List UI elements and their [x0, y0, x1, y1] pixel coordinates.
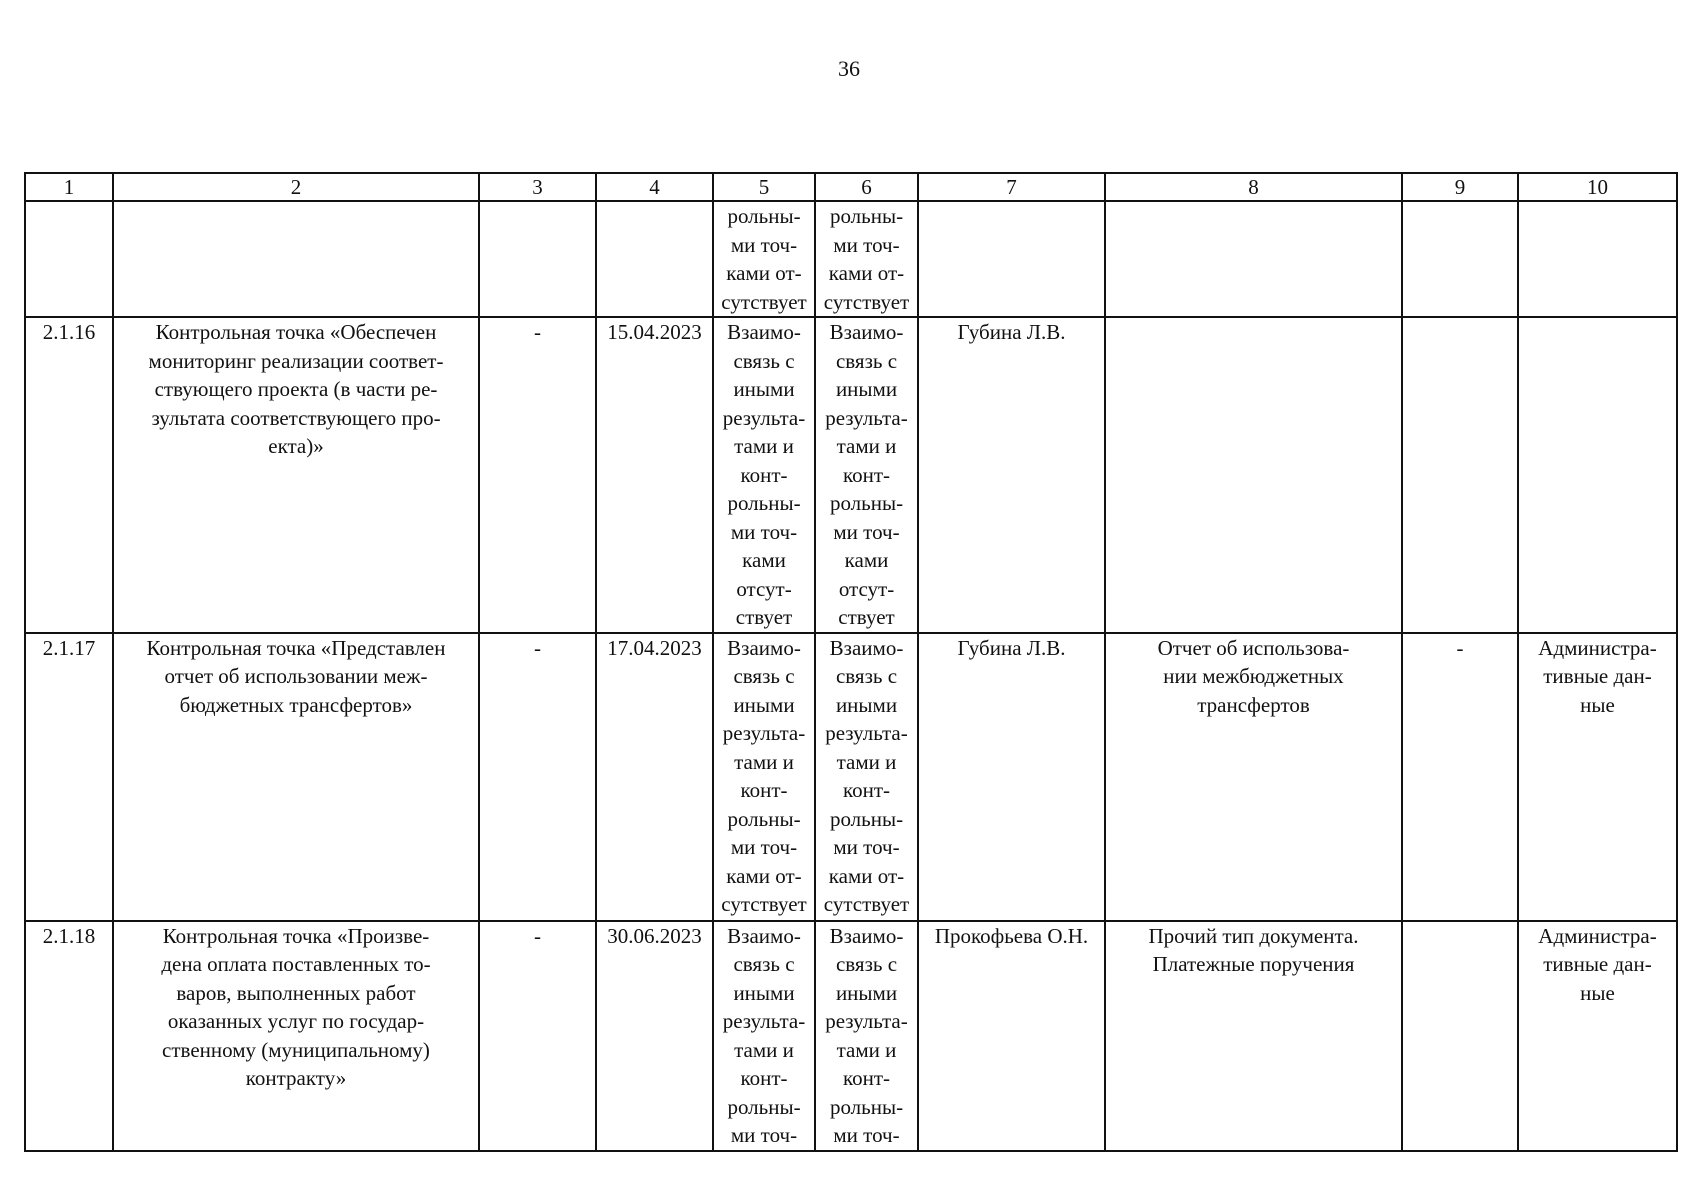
- cell-source: [1518, 317, 1677, 633]
- cell-responsible: Губина Л.В.: [918, 317, 1105, 633]
- cell-col3: -: [479, 633, 596, 921]
- cell-links-prev: рольны- ми точ- ками от- сутствует: [713, 201, 815, 317]
- cell-document: [1105, 317, 1402, 633]
- table-row: [25, 921, 1677, 1151]
- cell-links-next: Взаимо- связь с иными результа- тами и конт- рольны- ми точ- ками от- сутствует: [815, 633, 918, 921]
- column-header-8: 8: [1105, 173, 1402, 201]
- cell-name: Контрольная точка «Обеспечен мониторинг реализации соответ- ствующего проекта (в части ре- зультата соответствующего про- екта)»: [113, 317, 479, 633]
- column-header-4: 4: [596, 173, 713, 201]
- table-row: [25, 317, 1677, 633]
- cell-document: Отчет об использова- нии межбюджетных трансфертов: [1105, 633, 1402, 921]
- cell-col3: -: [479, 921, 596, 1151]
- table-header-row: [25, 173, 1677, 201]
- cell-links-prev: Взаимо- связь с иными результа- тами и конт- рольны- ми точ- ками от- сутствует: [713, 633, 815, 921]
- cell-links-prev: Взаимо- связь с иными результа- тами и конт- рольны- ми точ- ками отсут- ствует: [713, 317, 815, 633]
- cell-col3: -: [479, 317, 596, 633]
- cell-date: 30.06.2023: [596, 921, 713, 1151]
- cell-name: Контрольная точка «Произве- дена оплата поставленных то- варов, выполненных работ оказанных услуг по государ- ственному (муниципальному) контракту»: [113, 921, 479, 1151]
- cell-col9: [1402, 201, 1518, 317]
- cell-responsible: [918, 201, 1105, 317]
- column-header-6: 6: [815, 173, 918, 201]
- cell-date: 17.04.2023: [596, 633, 713, 921]
- cell-name: Контрольная точка «Представлен отчет об использовании меж- бюджетных трансфертов»: [113, 633, 479, 921]
- column-header-2: 2: [113, 173, 479, 201]
- cell-document: Прочий тип документа. Платежные поручения: [1105, 921, 1402, 1151]
- cell-date: [596, 201, 713, 317]
- cell-source: [1518, 201, 1677, 317]
- cell-name: [113, 201, 479, 317]
- column-header-10: 10: [1518, 173, 1677, 201]
- cell-source: Администра- тивные дан- ные: [1518, 633, 1677, 921]
- table-row: [25, 633, 1677, 921]
- column-header-9: 9: [1402, 173, 1518, 201]
- cell-number: [25, 201, 113, 317]
- cell-col3: [479, 201, 596, 317]
- column-header-7: 7: [918, 173, 1105, 201]
- cell-links-next: Взаимо- связь с иными результа- тами и конт- рольны- ми точ- ками отсут- ствует: [815, 317, 918, 633]
- cell-source: Администра- тивные дан- ные: [1518, 921, 1677, 1151]
- column-header-5: 5: [713, 173, 815, 201]
- cell-links-next: рольны- ми точ- ками от- сутствует: [815, 201, 918, 317]
- cell-date: 15.04.2023: [596, 317, 713, 633]
- cell-document: [1105, 201, 1402, 317]
- cell-responsible: Губина Л.В.: [918, 633, 1105, 921]
- column-header-1: 1: [25, 173, 113, 201]
- cell-number: 2.1.18: [25, 921, 113, 1151]
- column-header-3: 3: [479, 173, 596, 201]
- cell-responsible: Прокофьева О.Н.: [918, 921, 1105, 1151]
- cell-links-next: Взаимо- связь с иными результа- тами и конт- рольны- ми точ-: [815, 921, 918, 1151]
- page-number: 36: [838, 56, 860, 81]
- cell-links-prev: Взаимо- связь с иными результа- тами и конт- рольны- ми точ-: [713, 921, 815, 1151]
- cell-col9: [1402, 317, 1518, 633]
- cell-number: 2.1.17: [25, 633, 113, 921]
- cell-col9: -: [1402, 633, 1518, 921]
- control-points-table: [24, 172, 1678, 1152]
- cell-number: 2.1.16: [25, 317, 113, 633]
- cell-col9: [1402, 921, 1518, 1151]
- table-row-continuation: [25, 201, 1677, 317]
